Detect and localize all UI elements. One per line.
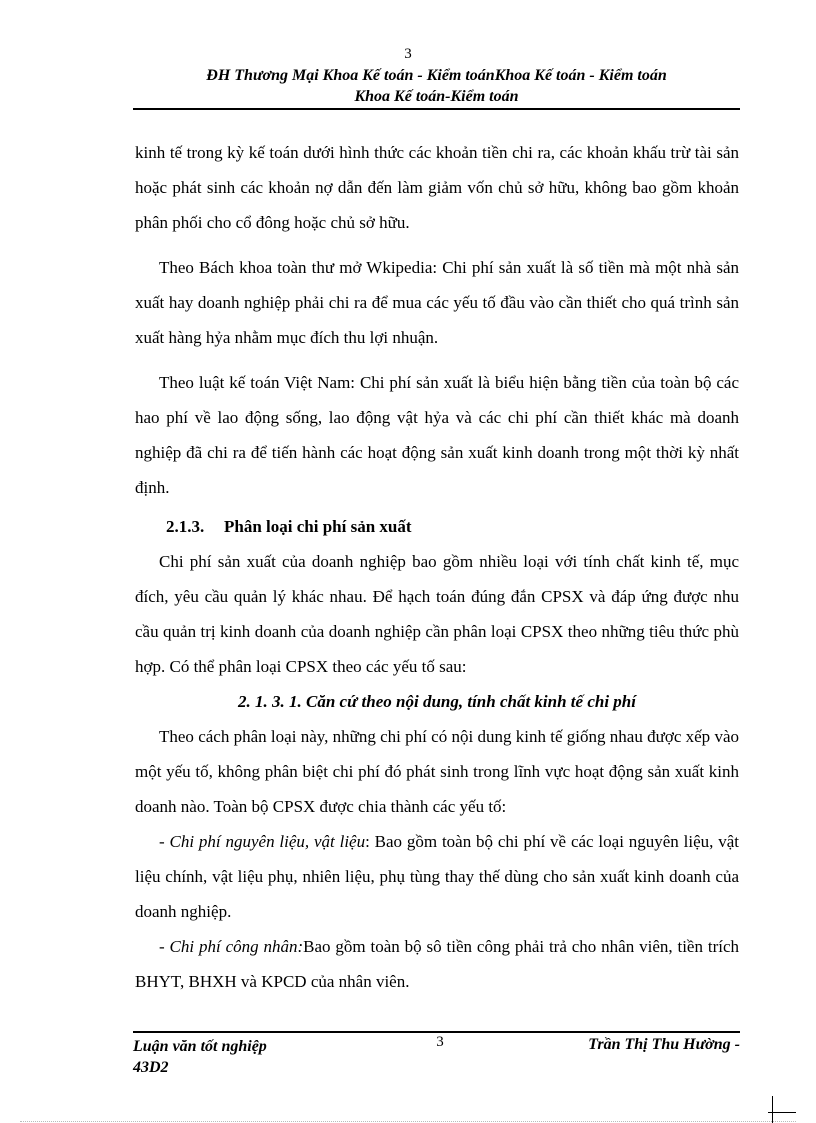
- paragraph-4: Chi phí sản xuất của doanh nghiệp bao gồm nhiều loại với tính chất kinh tế, mục đích, yêu cầu quản lý khác nhau. Để hạch toán đúng đắn CPSX và đáp ứng được nhu cầu quản trị kinh doanh của doanh nghiệp cần phân loại CPSX theo những tiêu thức phù hợp. Có thể phân loại CPSX theo các yếu tố sau:: [135, 552, 739, 676]
- running-header: [133, 65, 740, 107]
- section-heading: [135, 509, 739, 544]
- bullet-term: Chi phí nguyên liệu, vật liệu: [169, 832, 366, 851]
- header-line-2: Khoa Kế toán-Kiểm toán: [354, 88, 519, 105]
- paragraph-3: Theo luật kế toán Việt Nam: Chi phí sản xuất là biểu hiện bằng tiền của toàn bộ các hao phí về lao động sống, lao động vật hỷa và các chi phí cần thiết khác mà doanh nghiệp đã chi ra để tiến hành các hoạt động sản xuất kinh doanh trong một thời kỳ nhất định.: [135, 373, 739, 497]
- section-number: 2.1.3.: [166, 517, 205, 536]
- paragraph-5: Theo cách phân loại này, những chi phí có nội dung kinh tế giống nhau được xếp vào một yếu tố, không phân biệt chi phí đó phát sinh trong lĩnh vực hoạt động sản xuất kinh doanh nào. Toàn bộ CPSX được chia thành các yếu tố:: [135, 727, 739, 816]
- footer-author: Trần Thị Thu Hường -: [588, 1036, 740, 1053]
- header-page-number: 3: [404, 46, 412, 62]
- header-line-1: ĐH Thương Mại Khoa Kế toán - Kiểm toánKhoa Kế toán - Kiểm toán: [206, 67, 667, 84]
- corner-mark-vertical: [772, 1096, 773, 1123]
- paragraph-1: kinh tế trong kỳ kế toán dưới hình thức các khoản tiền chi ra, các khoản khấu trừ tài sản hoặc phát sinh các khoản nợ dẫn đến làm giảm vốn chủ sở hữu, không bao gồm khoản phân phối cho cổ đông hoặc chủ sở hữu.: [135, 143, 739, 232]
- bullet-dash: -: [159, 832, 170, 851]
- footer-divider: [133, 1031, 740, 1033]
- footer-page-number: 3: [436, 1034, 444, 1050]
- bullet-term: Chi phí công nhân:: [169, 937, 304, 956]
- page-bottom-dotted-line: [20, 1121, 796, 1122]
- bullet-dash: -: [159, 937, 170, 956]
- subsection-heading: 2. 1. 3. 1. Căn cứ theo nội dung, tính chất kinh tế chi phí: [238, 692, 636, 711]
- footer-class-code: 43D2: [133, 1059, 169, 1076]
- bullet-item-labor: [135, 929, 739, 999]
- bullet-item-materials: [135, 824, 739, 929]
- section-title: Phân loại chi phí sản xuất: [224, 517, 412, 536]
- header-divider: [133, 108, 740, 110]
- bullet-text: : Bao gồm toàn bộ chi phí về các loại nguyên liệu, vật liệu chính, vật liệu phụ, nhiên liệu, phụ tùng thay thế dùng cho sản xuất kinh doanh của doanh nghiệp.: [135, 832, 739, 921]
- footer-thesis-label: Luận văn tốt nghiệp: [133, 1038, 267, 1055]
- bullet-text: Bao gồm toàn bộ sô tiền công phải trả cho nhân viên, tiền trích BHYT, BHXH và KPCD của nhân viên.: [135, 937, 740, 991]
- paragraph-2: Theo Bách khoa toàn thư mở Wkipedia: Chi phí sản xuất là số tiền mà một nhà sản xuất hay doanh nghiệp phải chi ra để mua các yếu tố đầu vào cần thiết cho quá trình sản xuất hàng hỷa nhằm mục đích thu lợi nhuận.: [135, 258, 739, 347]
- document-body: [135, 135, 739, 999]
